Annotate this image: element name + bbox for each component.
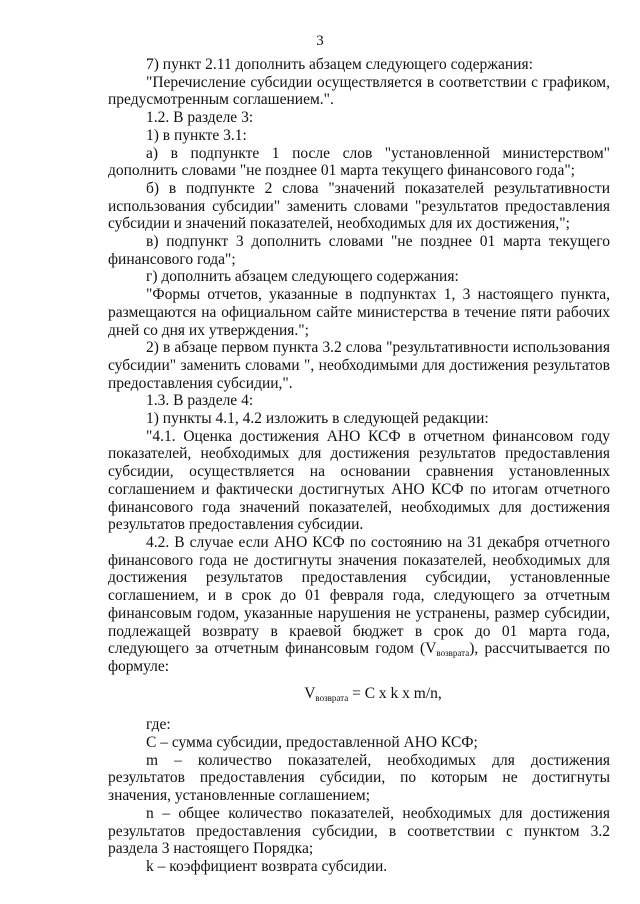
section-heading: 1.2. В разделе 3: xyxy=(146,109,254,127)
paragraph: г) дополнить абзацем следующего содержания: xyxy=(146,268,459,286)
definition-item: k – коэффициент возврата субсидии. xyxy=(146,857,388,875)
paragraph: а) в подпункте 1 после слов "установленной министерством" дополнить словами "не позднее 01 марта текущего финансового года"; xyxy=(108,144,610,180)
paragraph: 1) в пункте 3.1: xyxy=(146,126,247,144)
paragraph: "Перечисление субсидии осуществляется в соответствии с графиком, предусмотренным соглашением.". xyxy=(108,73,610,109)
definition-item: n – общее количество показателей, необходимых для достижения результатов предоставления субсидии, в соответствии с пунктом 3.2 раздела 3 настоящего Порядка; xyxy=(108,804,610,858)
formula-expression: = C x k x m/n, xyxy=(348,684,442,702)
paragraph: где: xyxy=(146,716,171,734)
section-heading: 1.3. В разделе 4: xyxy=(146,392,254,410)
definition-item: С – сумма субсидии, предоставленной АНО КСФ; xyxy=(146,734,478,752)
paragraph-text: ), рассчитывается по формуле: xyxy=(108,640,610,675)
paragraph: в) подпункт 3 дополнить словами "не позднее 01 марта текущего финансового года"; xyxy=(108,233,610,268)
page-number: 3 xyxy=(316,33,324,49)
formula-variable: V xyxy=(304,684,316,702)
paragraph xyxy=(108,534,610,676)
document-body xyxy=(108,56,610,876)
subscript: возврата xyxy=(436,648,470,659)
definition-item: m – количество показателей, необходимых для достижения результатов предоставления субсидии, по которым не достигнуты значения, установленные соглашением; xyxy=(108,751,610,805)
paragraph: 2) в абзаце первом пункта 3.2 слова "результативности использования субсидии" заменить словами ", необходимыми для достижения результатов предоставления субсидии,". xyxy=(108,339,610,392)
formula-subscript: возврата xyxy=(315,692,349,703)
paragraph: б) в подпункте 2 слова "значений показателей результативности использования субсидии" заменить словами "результатов предоставления субсидии и значений показателей, необходимых для их достижения,"; xyxy=(108,179,610,233)
paragraph: "4.1. Оценка достижения АНО КСФ в отчетном финансовом году показателей, необходимых для достижения результатов предоставления субсидии, осуществляется на основании сравнения установленных соглашением и фактически достигнутых АНО КСФ по итогам отчетного финансового года значений показателей, необходимых для достижения результатов предоставления субсидии. xyxy=(108,427,610,534)
paragraph-text: 4.2. В случае если АНО КСФ по состоянию на 31 декабря отчетного финансового года не достигнуты значения показателей, необходимых для достижения результатов предоставления субсидии, установленные соглашением, и в срок до 01 февраля года, следующего за отчетным финансовым годом, указанные нарушения не устранены, размер субсидии, подлежащей возврату в краевой бюджет в срок до 01 марта года, следующего за отчетным финансовым годом (V xyxy=(108,533,610,658)
paragraph: 1) пункты 4.1, 4.2 изложить в следующей редакции: xyxy=(146,410,489,428)
paragraph: 7) пункт 2.11 дополнить абзацем следующего содержания: xyxy=(146,56,533,73)
formula xyxy=(108,685,610,703)
paragraph: "Формы отчетов, указанные в подпунктах 1, 3 настоящего пункта, размещаются на официальном сайте министерства в течение пяти рабочих дней со дня их утверждения."; xyxy=(108,286,610,339)
